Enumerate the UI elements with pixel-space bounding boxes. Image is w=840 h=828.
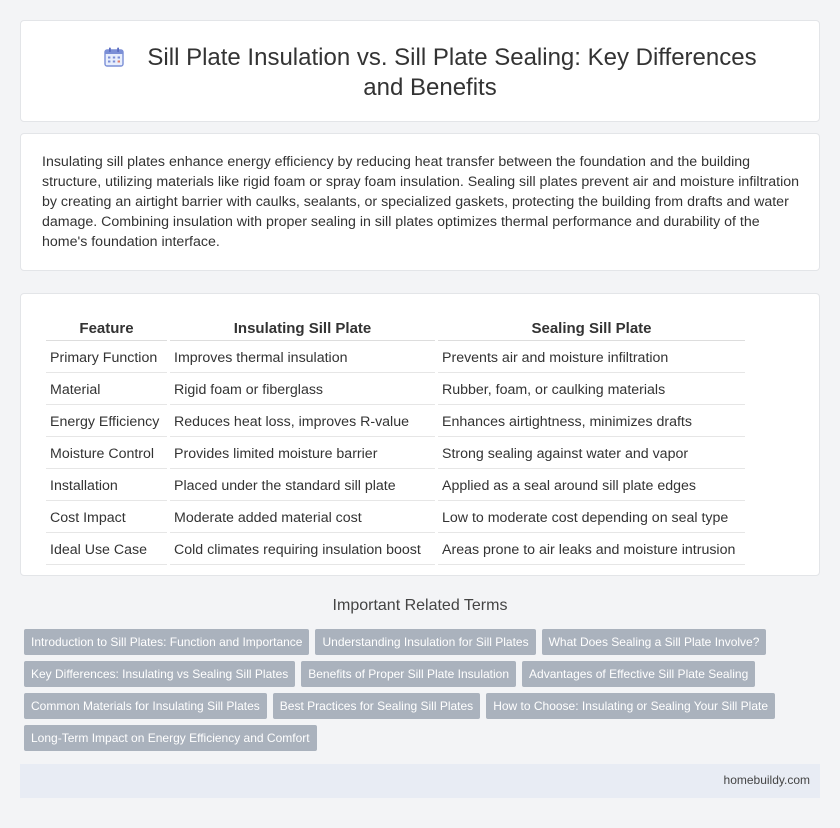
table-row xyxy=(46,503,745,533)
calendar-icon xyxy=(103,46,125,68)
comparison-card xyxy=(20,293,820,576)
sealing-cell: Enhances airtightness, minimizes drafts xyxy=(438,407,745,437)
related-term-tag[interactable]: Best Practices for Sealing Sill Plates xyxy=(273,693,480,719)
table-row xyxy=(46,535,745,565)
insulating-cell: Cold climates requiring insulation boost xyxy=(170,535,435,565)
comparison-table xyxy=(43,314,748,567)
table-row xyxy=(46,439,745,469)
table-header-row xyxy=(46,316,745,341)
footer-site-link[interactable]: homebuildy.com xyxy=(723,773,810,787)
table-row xyxy=(46,471,745,501)
feature-cell: Cost Impact xyxy=(46,503,167,533)
header-feature: Feature xyxy=(46,316,167,341)
table-row xyxy=(46,407,745,437)
page-title: Sill Plate Insulation vs. Sill Plate Sealing: Key Differences and Benefits xyxy=(147,44,757,101)
feature-cell: Primary Function xyxy=(46,343,167,373)
related-term-tag[interactable]: Common Materials for Insulating Sill Plates xyxy=(24,693,267,719)
related-term-tag[interactable]: Advantages of Effective Sill Plate Sealing xyxy=(522,661,755,687)
insulating-cell: Improves thermal insulation xyxy=(170,343,435,373)
related-terms-list xyxy=(24,629,794,751)
intro-card xyxy=(20,133,820,271)
related-terms-title: Important Related Terms xyxy=(332,597,508,614)
feature-cell: Installation xyxy=(46,471,167,501)
insulating-cell: Reduces heat loss, improves R-value xyxy=(170,407,435,437)
related-term-tag[interactable]: Understanding Insulation for Sill Plates xyxy=(315,629,535,655)
header-insulating: Insulating Sill Plate xyxy=(170,316,435,341)
sealing-cell: Rubber, foam, or caulking materials xyxy=(438,375,745,405)
related-term-tag[interactable]: Introduction to Sill Plates: Function and Importance xyxy=(24,629,309,655)
sealing-cell: Areas prone to air leaks and moisture intrusion xyxy=(438,535,745,565)
table-row xyxy=(46,343,745,373)
insulating-cell: Rigid foam or fiberglass xyxy=(170,375,435,405)
insulating-cell: Moderate added material cost xyxy=(170,503,435,533)
sealing-cell: Low to moderate cost depending on seal type xyxy=(438,503,745,533)
header-card xyxy=(20,20,820,122)
header-sealing: Sealing Sill Plate xyxy=(438,316,745,341)
related-term-tag[interactable]: How to Choose: Insulating or Sealing Your Sill Plate xyxy=(486,693,775,719)
insulating-cell: Provides limited moisture barrier xyxy=(170,439,435,469)
sealing-cell: Strong sealing against water and vapor xyxy=(438,439,745,469)
footer xyxy=(20,764,820,798)
insulating-cell: Placed under the standard sill plate xyxy=(170,471,435,501)
intro-paragraph: Insulating sill plates enhance energy efficiency by reducing heat transfer between the foundation and the building structure, utilizing materials like rigid foam or spray foam insulation. Sealing sill plates prevent air and moisture infiltration by creating an airtight barrier with caulks, sealants, or specialized gaskets, protecting the building from drafts and water damage. Combining insulation with proper sealing in sill plates optimizes thermal performance and durability of the home's foundation interface. xyxy=(42,154,800,250)
page-title-wrap xyxy=(81,43,779,103)
sealing-cell: Prevents air and moisture infiltration xyxy=(438,343,745,373)
related-term-tag[interactable]: Key Differences: Insulating vs Sealing Sill Plates xyxy=(24,661,295,687)
sealing-cell: Applied as a seal around sill plate edges xyxy=(438,471,745,501)
related-term-tag[interactable]: What Does Sealing a Sill Plate Involve? xyxy=(542,629,767,655)
feature-cell: Energy Efficiency xyxy=(46,407,167,437)
feature-cell: Material xyxy=(46,375,167,405)
feature-cell: Ideal Use Case xyxy=(46,535,167,565)
related-term-tag[interactable]: Benefits of Proper Sill Plate Insulation xyxy=(301,661,516,687)
related-term-tag[interactable]: Long-Term Impact on Energy Efficiency and Comfort xyxy=(24,725,317,751)
feature-cell: Moisture Control xyxy=(46,439,167,469)
table-row xyxy=(46,375,745,405)
